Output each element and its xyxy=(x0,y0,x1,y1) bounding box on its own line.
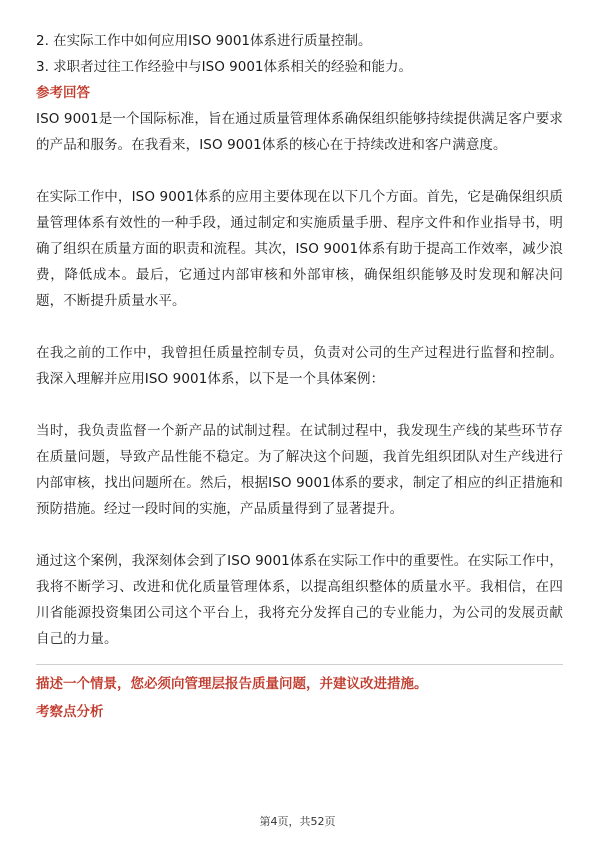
answer-paragraph-2: 在实际工作中，ISO 9001体系的应用主要体现在以下几个方面。首先，它是确保组织质量管理体系有效性的一种手段，通过制定和实施质量手册、程序文件和作业指导书，明确了组织在质量方面的职责和流程。其次，ISO 9001体系有助于提高工作效率，减少浪费，降低成本。最后，它通过内部审核和外部审核，确保组织能够及时发现和解决问题，不断提升质量水平。 xyxy=(36,189,563,309)
answer-paragraph-3: 在我之前的工作中，我曾担任质量控制专员，负责对公司的生产过程进行监督和控制。我深入理解并应用ISO 9001体系，以下是一个具体案例： xyxy=(36,345,563,387)
question-item-3: 3. 求职者过往工作经验中与ISO 9001体系相关的经验和能力。 xyxy=(36,59,412,75)
analysis-heading: 考察点分析 xyxy=(36,704,104,720)
answer-heading: 参考回答 xyxy=(36,85,90,101)
answer-paragraph-4: 当时，我负责监督一个新产品的试制过程。在试制过程中，我发现生产线的某些环节存在质量问题，导致产品性能不稳定。为了解决这个问题，我首先组织团队对生产线进行内部审核，找出问题所在。然后，根据ISO 9001体系的要求，制定了相应的纠正措施和预防措施。经过一段时间的实施，产品质量得到了显著提升。 xyxy=(36,423,563,517)
page-footer: 第4页，共52页 xyxy=(259,815,336,828)
section-divider xyxy=(36,664,563,665)
answer-paragraph-5: 通过这个案例，我深刻体会到了ISO 9001体系在实际工作中的重要性。在实际工作中，我将不断学习、改进和优化质量管理体系，以提高组织整体的质量水平。我相信，在四川省能源投资集团公司这个平台上，我将充分发挥自己的专业能力，为公司的发展贡献自己的力量。 xyxy=(36,553,563,647)
question-item-2: 2. 在实际工作中如何应用ISO 9001体系进行质量控制。 xyxy=(36,33,372,49)
page-content xyxy=(36,28,563,725)
answer-paragraph-1: ISO 9001是一个国际标准，旨在通过质量管理体系确保组织能够持续提供满足客户要求的产品和服务。在我看来，ISO 9001体系的核心在于持续改进和客户满意度。 xyxy=(36,111,563,153)
next-question: 描述一个情景，您必须向管理层报告质量问题，并建议改进措施。 xyxy=(36,676,428,692)
